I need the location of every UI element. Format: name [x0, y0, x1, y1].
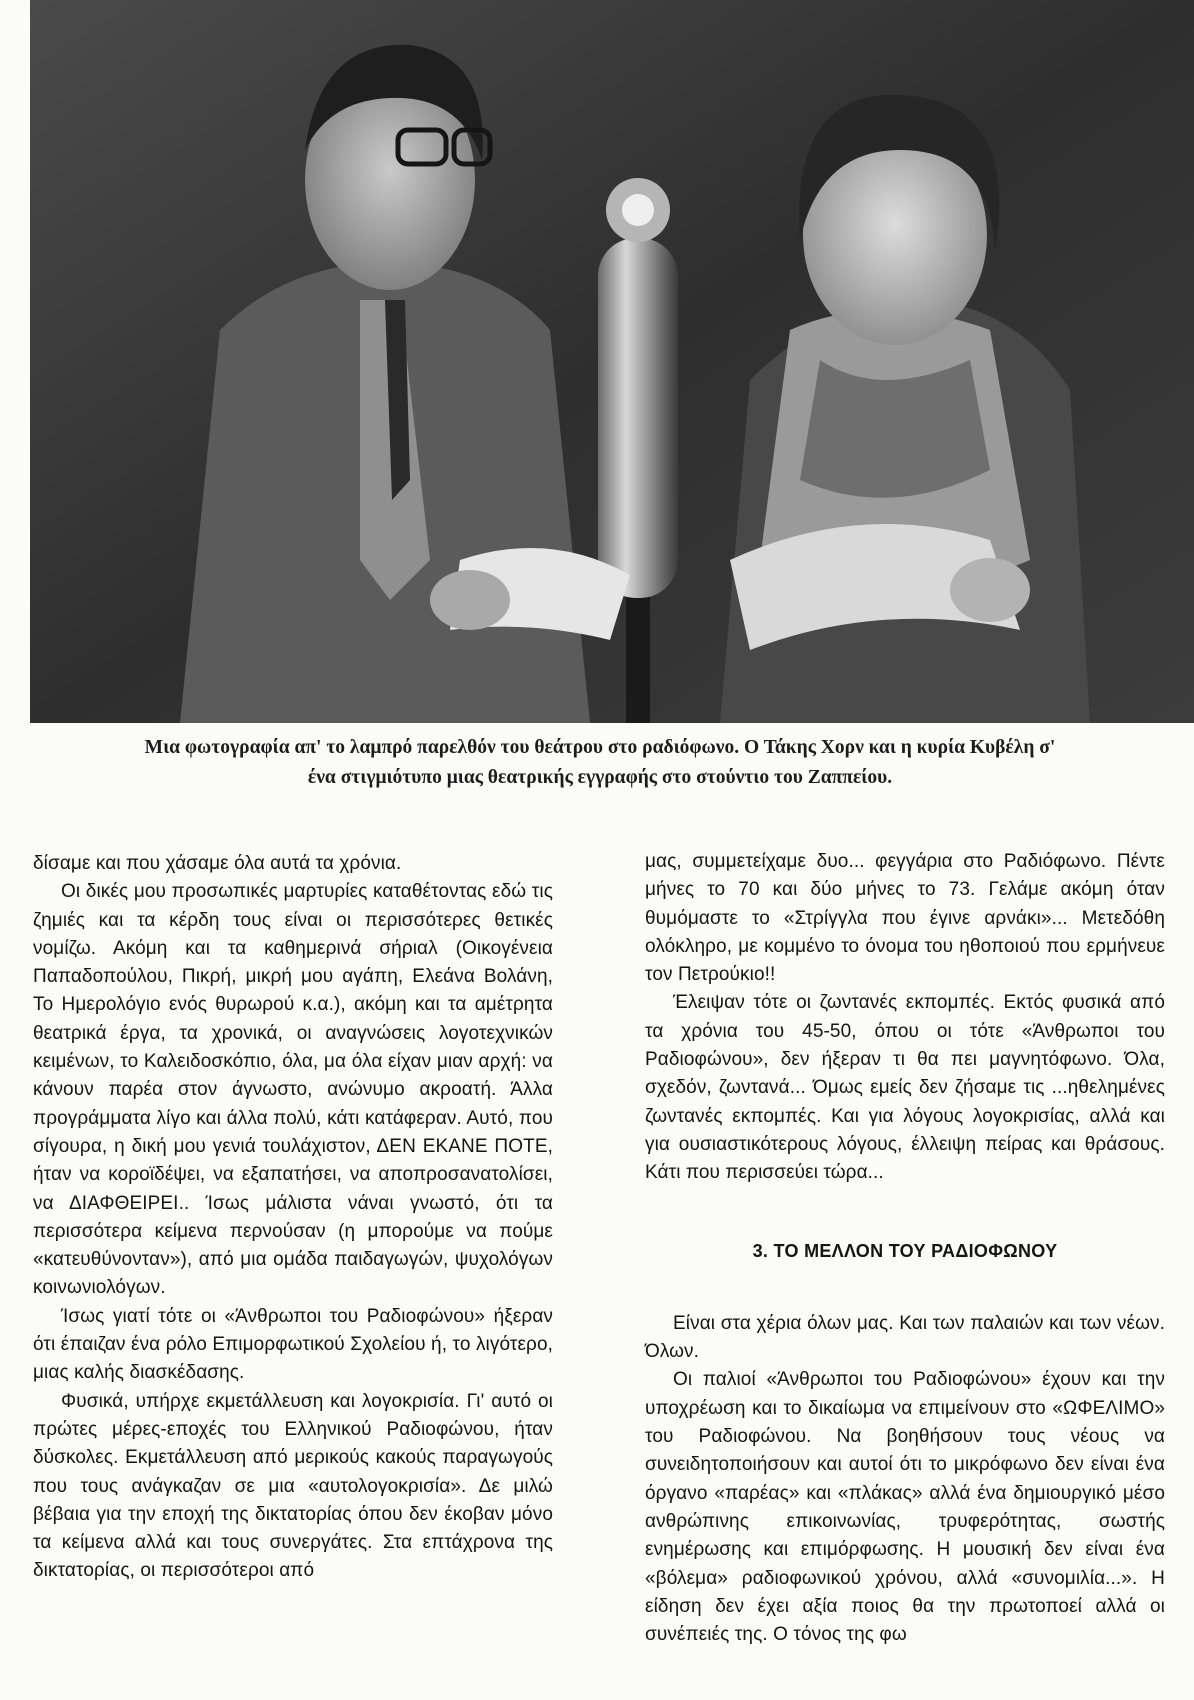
left-paragraph-4: Φυσικά, υπήρχε εκμετάλλευση και λογοκρισία. Γι' αυτό οι πρώτες μέρες-εποχές του Ελληνικού Ραδιοφώνου, ήταν δύσκολες. Εκμετάλλευση από μερικούς κακούς παραγωγούς που τους ανάγκαζαν σε μια «αυτολογοκρισία». Δε μιλώ βέβαια για την εποχή της δικτατορίας όπου δεν έκοβαν μόνο τα κείμενα αλλά και τους συνεργάτες. Στα επτάχρονα της δικτατορίας, οι περισσότεροι από [33, 1390, 553, 1582]
right-paragraph-3: Είναι στα χέρια όλων μας. Και των παλαιών και των νέων. Όλων. [645, 1312, 1165, 1363]
section-heading: 3. ΤΟ ΜΕΛΛΟΝ ΤΟΥ ΡΑΔΙΟΦΩΝΟΥ [752, 1240, 1058, 1261]
left-paragraph-2: Οι δικές μου προσωπικές μαρτυρίες καταθέτοντας εδώ τις ζημιές και τα κέρδη τους είναι οι περισσότερες θετικές νομίζω. Ακόμη και τα καθημερινά σήριαλ (Οικογένεια Παπαδοπούλου, Πικρή, μικρή μου αγάπη, Ελεάνα Βολάνη, Το Ημερολόγιο ενός θυρωρού κ.α.), ακόμη και τα αμέτρητα θεατρικά έργα, τα χρονικά, οι αναγνώσεις λογοτεχνικών κειμένων, το Καλειδοσκόπιο, όλα, μα όλα είχαν μιαν αρχή: να κάνουν παρέα στον άγνωστο, ανώνυμο ακροατή. Άλλα προγράμματα λίγο και άλλα πολύ, κάτι κατάφεραν. Αυτό, που σίγουρα, η δική μου γενιά τουλάχιστον, ΔΕΝ ΕΚΑΝΕ ΠΟΤΕ, ήταν να κοροϊδέψει, να εξαπατήσει, να αποπροσανατολίσει, να ΔΙΑΦΘΕΙΡΕΙ.. Ίσως μάλιστα νάναι γνωστό, ότι τα περισσότερα κείμενα περνούσαν (η μπορούμε να πούμε «κατευθύνονταν»), από μια ομάδα παιδαγωγών, ψυχολόγων κοινωνιολόγων. [33, 881, 553, 1299]
left-paragraph-3: Ίσως γιατί τότε οι «Άνθρωποι του Ραδιοφώνου» ήξεραν ότι έπαιζαν ένα ρόλο Επιμορφωτικού Σχολείου ή, το λιγότερο, μιας καλής διασκέδασης. [33, 1305, 553, 1384]
caption-line-2: ένα στιγμιότυπο μιας θεατρικής εγγραφής στο στούντιο του Ζαππείου. [307, 767, 893, 788]
right-paragraph-1: μας, συμμετείχαμε δυο... φεγγάρια στο Ραδιόφωνο. Πέντε μήνες το 70 και δύο μήνες το 73. Γελάμε ακόμη όταν θυμόμαστε το «Στρίγγλα που έγινε αρνάκι»... Μετεδόθη ολόκληρο, με κομμένο το όνομα του ηθοποιού που ερμήνευε τον Πετρούκιο!! [645, 851, 1165, 986]
left-column [33, 850, 553, 1586]
right-paragraph-4: Οι παλιοί «Άνθρωποι του Ραδιοφώνου» έχουν και την υποχρέωση και το δικαίωμα να επιμείνουν στο «ΩΦΕΛΙΜΟ» του Ραδιοφώνου. Να βοηθήσουν τους νέους να συνειδητοποιήσουν και αυτοί ότι το μικρόφωνο δεν είναι ένα όργανο «παρέας» και «πλάκας» αλλά ένα δημιουργικό μέσο ανθρώπινης επικοινωνίας, τρυφερότητας, σωστής ενημέρωσης και επιμόρφωσης. Η μουσική δεν είναι ένα «βόλεμα» ραδιοφωνικού χρόνου, αλλά «συνομιλία...». Η είδηση δεν έχει αξία ποιος θα την πρωτοποεί αλλά οι συνέπειές της. Ο τόνος της φω [645, 1369, 1165, 1646]
radio-studio-photo-icon [30, 0, 1194, 723]
archival-photo [30, 0, 1194, 723]
photo-caption [60, 733, 1140, 793]
right-column [645, 848, 1165, 1649]
right-paragraph-2: Έλειψαν τότε οι ζωντανές εκπομπές. Εκτός φυσικά από τα χρόνια του 45-50, όπου οι τότε «Άνθρωποι του Ραδιοφώνου», δεν ήξεραν τι θα πει μαγνητόφωνο. Όλα, σχεδόν, ζωντανά... Όμως εμείς δεν ζήσαμε τις ...ηθελημένες ζωντανές εκπομπές. Και για λόγους λογοκρισίας, αλλά και για ουσιαστικότερους λόγους, έλλειψη πείρας και θράσους. Κάτι που περισσεύει τώρα... [645, 992, 1165, 1184]
left-paragraph-1: δίσαμε και που χάσαμε όλα αυτά τα χρόνια. [33, 853, 402, 874]
caption-line-1: Μια φωτογραφία απ' το λαμπρό παρελθόν του θεάτρου στο ραδιόφωνο. Ο Τάκης Χορν και η κυρία Κυβέλη σ' [144, 737, 1056, 758]
